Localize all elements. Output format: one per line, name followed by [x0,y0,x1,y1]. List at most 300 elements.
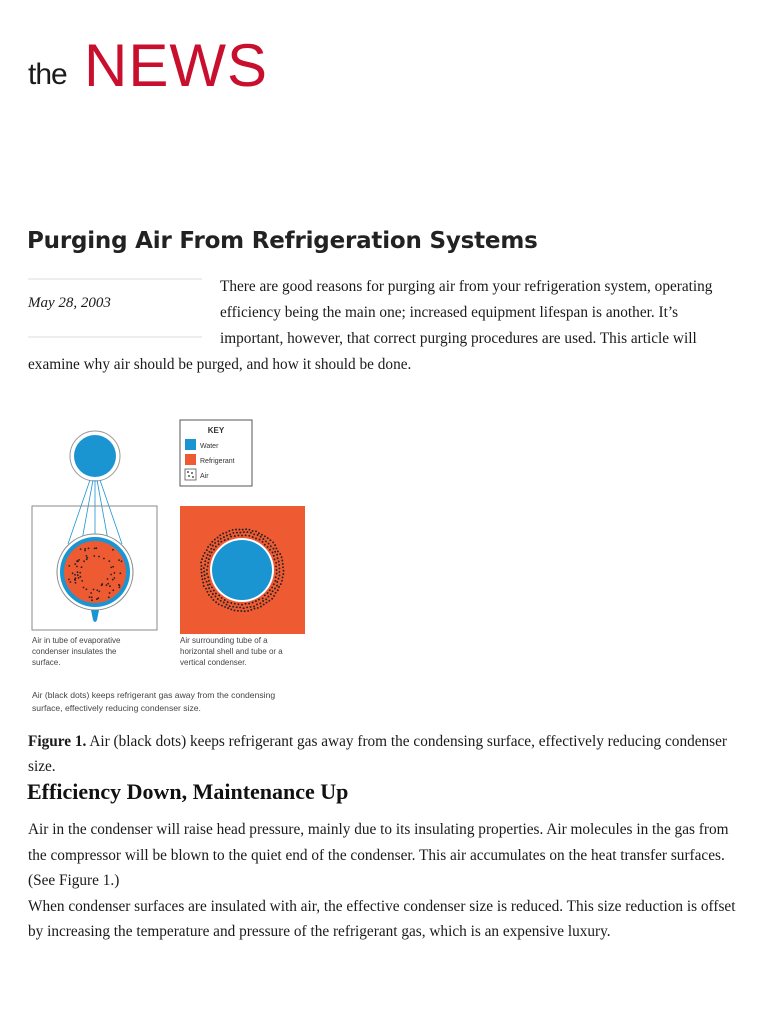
air-dot [217,598,219,600]
paragraph-2: When condenser surfaces are insulated with air, the effective condenser size is reduced. This size reduction is offset by increasing the temperature and pressure of the refrigerant gas, which is an expensive luxury. [28,897,736,940]
air-dot [214,542,216,544]
air-dot [220,538,222,540]
air-dot [208,580,210,582]
air-dot [275,562,277,564]
air-dot [230,608,232,610]
air-dot [218,603,220,605]
air-dot [267,592,269,594]
air-dot [204,560,206,562]
air-dot [206,581,208,583]
air-dot [242,529,244,531]
key-water-swatch [185,439,196,450]
air-dot [200,561,202,563]
air-dot [232,529,234,531]
air-dot [93,555,95,557]
air-dot [201,575,203,577]
air-dot [281,556,283,558]
air-dot [106,584,108,586]
air-dot [264,535,266,537]
air-dot [227,538,229,540]
air-dot [262,597,264,599]
air-dot [209,551,211,553]
air-dot [282,566,284,568]
air-dot [212,545,214,547]
air-dot [204,574,206,576]
air-dot [211,552,213,554]
air-dot [77,571,79,573]
air-dot [282,563,284,565]
air-dot [201,578,203,580]
air-dot [109,585,111,587]
air-dot [74,574,76,576]
air-dot [119,572,121,574]
air-dot [208,594,210,596]
air-dot [278,567,280,569]
air-dot [114,572,116,574]
section-body [28,817,746,945]
air-dot [222,533,224,535]
air-dot [276,585,278,587]
air-dot [273,548,275,550]
air-dot [270,545,272,547]
air-dot [269,549,271,551]
air-dot [219,534,221,536]
air-dot [274,588,276,590]
air-dot [262,600,264,602]
air-dot [72,572,74,574]
air-dot [81,566,83,568]
air-dot [220,600,222,602]
air-dot [237,603,239,605]
air-dot [277,557,279,559]
air-dot [252,530,254,532]
logo-the: the [28,58,67,91]
air-dot [206,573,208,575]
air-dot [74,563,76,565]
condenser-air-diagram [28,414,328,719]
air-dot [227,601,229,603]
bottom-caption-line-1: Air (black dots) keeps refrigerant gas away from the condensing [32,690,276,700]
air-dot [91,596,93,598]
air-dot [245,528,247,530]
air-dot [257,607,259,609]
air-dot [207,576,209,578]
air-dot [253,605,255,607]
air-dot [267,537,269,539]
air-dot [103,558,105,560]
air-dot [211,586,213,588]
air-dot [255,600,257,602]
air-dot [241,604,243,606]
air-dot [214,539,216,541]
left-caption-line-1: Air in tube of evaporative [32,636,121,645]
air-dot [259,539,261,541]
air-dot [90,592,92,594]
key-air-swatch [185,469,196,480]
key-title: KEY [207,426,225,435]
air-dot [220,541,222,543]
air-dot [212,599,214,601]
air-dot [234,603,236,605]
air-dot [203,567,205,569]
air-dot [272,541,274,543]
air-dot [274,558,276,560]
air-dot [239,532,241,534]
air-dot [271,598,273,600]
key-refrigerant-label: Refrigerant [200,458,235,465]
air-dot [110,574,112,576]
air-dot [278,561,280,563]
air-dot [210,548,212,550]
logo-news: NEWS [84,32,268,99]
date-spacer [28,274,220,352]
air-dot [274,544,276,546]
air-dot [278,571,280,573]
air-dot [272,551,274,553]
air-dot [98,591,100,593]
air-dot [81,580,83,582]
air-dot [89,596,91,598]
air-dot [221,597,223,599]
air-dot [207,546,209,548]
key-water-label: Water [200,443,219,450]
air-dot [248,529,250,531]
air-dot [252,602,254,604]
air-dot [267,596,269,598]
air-dot [95,547,97,549]
air-dot [276,569,278,571]
air-dot [86,555,88,557]
air-dot [279,553,281,555]
air-dot [91,599,93,601]
air-dot [119,587,121,589]
air-dot [108,596,110,598]
air-dot [245,534,247,536]
air-dot [237,534,239,536]
air-dot [112,549,114,551]
air-dot [227,607,229,609]
air-dot [282,573,284,575]
article-intro-container [28,274,744,378]
air-dot [75,582,77,584]
air-dot [244,610,246,612]
air-dot [84,550,86,552]
water-droplet [74,435,116,477]
left-caption-line-2: condenser insulates the [32,647,117,656]
air-dot [86,557,88,559]
air-dot [268,600,270,602]
air-dot [276,554,278,556]
air-dot [265,540,267,542]
air-dot [217,537,219,539]
air-dot [118,559,120,561]
air-dot [203,571,205,573]
air-dot [279,574,281,576]
air-dot [68,565,70,567]
air-dot [261,534,263,536]
air-dot [258,532,260,534]
air-dot [275,547,277,549]
right-caption-line-3: vertical condenser. [180,658,247,667]
air-dot [224,606,226,608]
air-dot [84,548,86,550]
air-dot [107,583,109,585]
air-dot [201,572,203,574]
air-dot [209,544,211,546]
air-dot [209,583,211,585]
air-dot [201,558,203,560]
air-dot [238,529,240,531]
air-dot [109,592,111,594]
air-dot [207,562,209,564]
article-intro: There are good reasons for purging air from your refrigeration system, operating efficiency being the main one; increased equipment lifespan is another. It’s important, however, that correct purging procedures are used. This article will examine why air should be purged, and how it should be done. [28,278,713,373]
air-dot [210,596,212,598]
air-dot [215,593,217,595]
bottom-caption-line-2: surface, effectively reducing condenser size. [32,703,201,713]
air-dot [207,554,209,556]
air-dot [213,549,215,551]
figure-caption-label: Figure 1. [28,733,87,750]
air-dot [283,570,285,572]
air-dot [228,530,230,532]
air-dot [252,536,254,538]
air-dot [112,579,114,581]
air-dot [276,581,278,583]
air-dot [280,583,282,585]
air-dot [263,604,265,606]
article-date: May 28, 2003 [28,295,111,311]
air-dot [234,535,236,537]
air-dot [277,550,279,552]
air-dot [210,590,212,592]
air-dot [212,593,214,595]
figure-1 [28,414,328,719]
air-dot [246,531,248,533]
air-dot [230,602,232,604]
air-dot [245,603,247,605]
air-dot [200,568,202,570]
air-dot [269,539,271,541]
air-dot [203,585,205,587]
air-dot [80,548,82,550]
air-dot [259,602,261,604]
air-dot [281,560,283,562]
air-dot [78,577,80,579]
air-dot [204,552,206,554]
air-dot [275,565,277,567]
figure-caption-text: Air (black dots) keeps refrigerant gas away from the condensing surface, effectively reducing condenser size. [28,733,728,775]
air-dot [215,601,217,603]
air-dot [277,589,279,591]
air-dot [273,595,275,597]
air-dot [256,603,258,605]
air-dot [86,558,88,560]
air-dot [239,606,241,608]
air-dot [226,604,228,606]
air-dot [223,602,225,604]
air-dot [246,606,248,608]
air-dot [262,541,264,543]
air-dot [110,567,112,569]
air-dot [96,589,98,591]
air-dot [248,603,250,605]
air-dot [253,533,255,535]
air-dot [200,565,202,567]
air-dot [275,576,277,578]
air-dot [232,532,234,534]
air-dot [209,555,211,557]
air-dot [270,593,272,595]
air-dot [255,530,257,532]
air-dot [281,580,283,582]
air-dot [250,532,252,534]
air-dot [76,566,78,568]
paragraph-1: Air in the condenser will raise head pressure, mainly due to its insulating properties. Air molecules in the gas from the compressor will be blown to the quiet end of the condenser. This air accumulates on the heat transfer surfaces. (See Figure 1.) [28,821,729,889]
key-air-label: Air [200,473,209,480]
air-dot [80,576,82,578]
right-caption-line-2: horizontal shell and tube or a [180,647,283,656]
air-dot [206,591,208,593]
air-dot [248,535,250,537]
air-dot [274,551,276,553]
air-dot [260,536,262,538]
air-dot [208,587,210,589]
air-dot [274,580,276,582]
air-dot [215,546,217,548]
air-dot [262,538,264,540]
air-dot [214,595,216,597]
air-dot [236,532,238,534]
air-dot [119,585,121,587]
air-dot [268,543,270,545]
air-dot [266,602,268,604]
air-dot [225,532,227,534]
air-dot [206,557,208,559]
air-dot [94,548,96,550]
air-dot [250,609,252,611]
air-dot [113,577,115,579]
air-dot [278,586,280,588]
air-dot [97,597,99,599]
air-dot [241,535,243,537]
air-dot [265,598,267,600]
air-dot [226,535,228,537]
air-dot [202,582,204,584]
air-dot [282,577,284,579]
air-dot [264,544,266,546]
air-dot [213,590,215,592]
air-dot [93,589,95,591]
air-dot [112,589,114,591]
air-dot [229,533,231,535]
air-dot [278,578,280,580]
air-dot [77,574,79,576]
air-dot [255,538,257,540]
air-dot [267,546,269,548]
air-dot [101,583,103,585]
air-dot [217,540,219,542]
air-dot [112,566,114,568]
air-dot [204,578,206,580]
air-dot [250,606,252,608]
air-dot [86,588,88,590]
air-dot [221,605,223,607]
air-dot [236,606,238,608]
air-dot [232,606,234,608]
section-heading: Efficiency Down, Maintenance Up [27,779,349,804]
air-dot [83,587,85,589]
air-dot [224,539,226,541]
air-dot [70,581,72,583]
air-dot [205,588,207,590]
air-dot [278,564,280,566]
air-dot [218,543,220,545]
air-dot [237,610,239,612]
air-dot [83,560,85,562]
air-dot [207,565,209,567]
air-dot [204,564,206,566]
air-dot [273,555,275,557]
air-dot [206,569,208,571]
air-dot [223,536,225,538]
air-dot [208,558,210,560]
article-title: Purging Air From Refrigeration Systems [27,228,538,254]
key-refrigerant-swatch [185,454,196,465]
air-dot [229,605,231,607]
air-dot [207,584,209,586]
air-dot [247,610,249,612]
left-caption-line-3: surface. [32,658,61,667]
air-dot [108,560,110,562]
air-dot [234,609,236,611]
air-dot [107,578,109,580]
air-dot [235,529,237,531]
air-dot [68,579,70,581]
air-dot [275,592,277,594]
air-dot [74,579,76,581]
air-dot [276,573,278,575]
air-dot [264,594,266,596]
air-dot [272,590,274,592]
air-dot [211,541,213,543]
air-dot [243,607,245,609]
air-dot [218,594,220,596]
air-dot [78,559,80,561]
air-dot [257,534,259,536]
air-dot [206,549,208,551]
air-dot [271,586,273,588]
air-dot [254,608,256,610]
air-dot [121,560,123,562]
air-dot [269,589,271,591]
air-dot [230,536,232,538]
air-dot [79,572,81,574]
air-dot [76,560,78,562]
right-caption-line-1: Air surrounding tube of a [180,636,268,645]
figure-caption [28,729,738,779]
air-dot [75,577,77,579]
air-dot [202,555,204,557]
air-dot [224,599,226,601]
air-dot [260,606,262,608]
air-dot [258,599,260,601]
air-dot [98,556,100,558]
air-dot [243,531,245,533]
air-dot [88,548,90,550]
air-dot [240,610,242,612]
evaporative-condenser-tube [64,541,126,603]
air-dot [273,583,275,585]
